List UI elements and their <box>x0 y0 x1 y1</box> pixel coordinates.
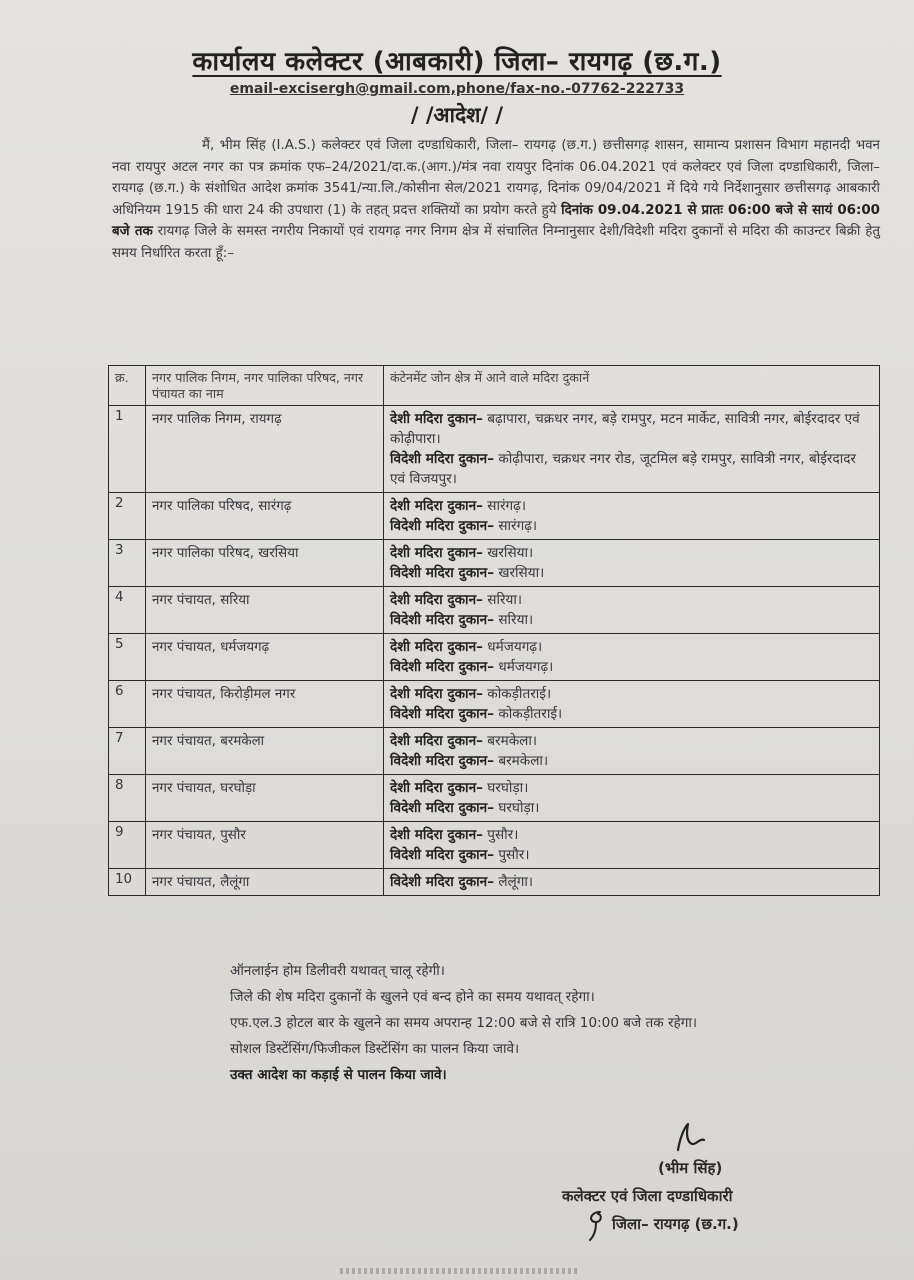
row-body-name: नगर पालिका परिषद, खरसिया <box>146 540 384 587</box>
signatory-district: जिला– रायगढ़ (छ.ग.) <box>612 1215 739 1233</box>
desi-shop-label: देशी मदिरा दुकान– <box>390 733 483 749</box>
header-shops: कंटेनमेंट जोन क्षेत्र में आने वाले मदिरा दुकानें <box>384 366 880 406</box>
row-body-name: नगर पंचायत, सरिया <box>146 587 384 634</box>
videshi-shop-label: विदेशी मदिरा दुकान– <box>390 753 494 769</box>
videshi-shop-line <box>390 872 873 892</box>
note-strict-compliance: उक्त आदेश का कड़ाई से पालन किया जावे। <box>230 1067 447 1083</box>
videshi-shop-line <box>390 704 873 724</box>
videshi-shop-locations: धर्मजयगढ़। <box>498 659 554 675</box>
row-shops <box>384 681 880 728</box>
desi-shop-line <box>390 731 873 751</box>
table-row <box>109 587 880 634</box>
desi-shop-line <box>390 543 873 563</box>
row-shops <box>384 869 880 896</box>
desi-shop-line <box>390 825 873 845</box>
desi-shop-locations: कोकड़ीतराई। <box>487 686 552 702</box>
videshi-shop-line <box>390 449 873 489</box>
row-shops <box>384 493 880 540</box>
desi-shop-locations: घरघोड़ा। <box>487 780 529 796</box>
videshi-shop-locations: लैलूंगा। <box>498 874 534 890</box>
signature-scribble-icon <box>670 1120 710 1158</box>
intro-text-1: मैं, भीम सिंह (I.A.S.) कलेक्टर एवं जिला दण्डाधिकारी, जिला– रायगढ़ (छ.ग.) छत्तीसगढ़ शासन, सामान्य प्रशासन विभाग महानदी भवन नवा रायपुर अटल नगर का पत्र क्रमांक एफ–24/2021/दा.क.(आग.)/मंत्र नवा रायपुर दिनांक 06.04.2021 एवं कलेक्टर एवं जिला दण्डाधिकारी, जिला– रायगढ़ (छ.ग.) के संशोधित आदेश क्रमांक 3541/न्या.लि./कोसीना सेल/2021 रायगढ़, दिनांक 09/04/2021 में दिये गये निर्देशानुसार छत्तीसगढ़ आबकारी अधिनियम 1915 की धारा 24 की उपधारा (1) के तहत् प्रदत्त शक्तियों का प्रयोग करते हुये <box>112 138 880 218</box>
row-serial: 3 <box>109 540 146 587</box>
row-serial: 1 <box>109 406 146 493</box>
row-body-name: नगर पंचायत, बरमकेला <box>146 728 384 775</box>
intro-time-window: दिनांक 09.04.2021 से प्रातः 06:00 बजे से सायं 06:00 बजे तक <box>112 202 880 240</box>
row-shops <box>384 634 880 681</box>
desi-shop-label: देशी मदिरा दुकान– <box>390 592 483 608</box>
desi-shop-line <box>390 684 873 704</box>
videshi-shop-line <box>390 751 873 771</box>
row-body-name: नगर पालिका परिषद, सारंगढ़ <box>146 493 384 540</box>
desi-shop-line <box>390 409 873 449</box>
videshi-shop-label: विदेशी मदिरा दुकान– <box>390 451 494 467</box>
table-row <box>109 540 880 587</box>
row-shops <box>384 540 880 587</box>
desi-shop-label: देशी मदिरा दुकान– <box>390 498 483 514</box>
row-serial: 2 <box>109 493 146 540</box>
note-other-shops: जिले की शेष मदिरा दुकानों के खुलने एवं बन्द होने का समय यथावत् रहेगा। <box>230 989 595 1005</box>
intro-paragraph <box>112 135 880 265</box>
desi-shop-locations: बरमकेला। <box>487 733 538 749</box>
header-body-name: नगर पालिक निगम, नगर पालिका परिषद, नगर पंचायत का नाम <box>146 366 384 406</box>
row-serial: 9 <box>109 822 146 869</box>
desi-shop-label: देशी मदिरा दुकान– <box>390 639 483 655</box>
row-body-name: नगर पंचायत, लैलूंगा <box>146 869 384 896</box>
header-serial: क्र. <box>109 366 146 406</box>
desi-shop-line <box>390 590 873 610</box>
videshi-shop-locations: पुसौर। <box>498 847 530 863</box>
desi-shop-label: देशी मदिरा दुकान– <box>390 545 483 561</box>
table-row <box>109 822 880 869</box>
desi-shop-locations: पुसौर। <box>487 827 519 843</box>
note-distancing: सोशल डिस्टेंसिंग/फिजीकल डिस्टेंसिंग का पालन किया जावे। <box>230 1041 520 1057</box>
row-shops <box>384 775 880 822</box>
videshi-shop-label: विदेशी मदिरा दुकान– <box>390 612 494 628</box>
table-row <box>109 406 880 493</box>
videshi-shop-locations: सारंगढ़। <box>498 518 538 534</box>
footer-smudge <box>340 1268 580 1274</box>
videshi-shop-locations: खरसिया। <box>498 565 545 581</box>
note-fl3-bar: एफ.एल.3 होटल बार के खुलने का समय अपरान्ह 12:00 बजे से रात्रि 10:00 बजे तक रहेगा। <box>230 1015 698 1031</box>
videshi-shop-label: विदेशी मदिरा दुकान– <box>390 659 494 675</box>
desi-shop-label: देशी मदिरा दुकान– <box>390 411 483 427</box>
initials-mark-icon <box>582 1206 610 1242</box>
desi-shop-line <box>390 637 873 657</box>
videshi-shop-line <box>390 563 873 583</box>
desi-shop-locations: सरिया। <box>487 592 523 608</box>
videshi-shop-label: विदेशी मदिरा दुकान– <box>390 800 494 816</box>
row-shops <box>384 587 880 634</box>
videshi-shop-label: विदेशी मदिरा दुकान– <box>390 565 494 581</box>
videshi-shop-line <box>390 610 873 630</box>
videshi-shop-locations: सरिया। <box>498 612 534 628</box>
videshi-shop-locations: घरघोड़ा। <box>498 800 540 816</box>
videshi-shop-locations: कोढ़ीपारा, चक्रधर नगर रोड, जूटमिल बड़े रामपुर, सावित्री नगर, बोईरदादर एवं विजयपुर। <box>390 451 856 487</box>
table-row <box>109 775 880 822</box>
row-body-name: नगर पंचायत, धर्मजयगढ़ <box>146 634 384 681</box>
row-serial: 6 <box>109 681 146 728</box>
videshi-shop-label: विदेशी मदिरा दुकान– <box>390 706 494 722</box>
table-row <box>109 634 880 681</box>
signatory-name: (भीम सिंह) <box>658 1159 723 1177</box>
desi-shop-locations: खरसिया। <box>487 545 534 561</box>
desi-shop-label: देशी मदिरा दुकान– <box>390 686 483 702</box>
row-body-name: नगर पालिक निगम, रायगढ़ <box>146 406 384 493</box>
table-row <box>109 681 880 728</box>
intro-text-2: रायगढ़ जिले के समस्त नगरीय निकायों एवं रायगढ़ नगर निगम क्षेत्र में संचालित निम्नानुसार देशी/विदेशी मदिरा दुकानों से मदिरा की काउन्टर बिक्री हेतु समय निर्धारित करता हूँ:– <box>112 224 880 261</box>
row-shops <box>384 406 880 493</box>
contact-line: email-excisergh@gmail.com,phone/fax-no.-07762-222733 <box>229 81 685 97</box>
videshi-shop-label: विदेशी मदिरा दुकान– <box>390 847 494 863</box>
row-serial: 5 <box>109 634 146 681</box>
signatory-designation: कलेक्टर एवं जिला दण्डाधिकारी <box>562 1187 733 1205</box>
desi-shop-line <box>390 496 873 516</box>
order-notes <box>112 960 880 1090</box>
row-body-name: नगर पंचायत, घरघोड़ा <box>146 775 384 822</box>
office-title: कार्यालय कलेक्टर (आबकारी) जिला– रायगढ़ (छ.ग.) <box>192 47 722 77</box>
row-shops <box>384 728 880 775</box>
videshi-shop-label: विदेशी मदिरा दुकान– <box>390 518 494 534</box>
desi-shop-label: देशी मदिरा दुकान– <box>390 780 483 796</box>
videshi-shop-line <box>390 845 873 865</box>
row-serial: 4 <box>109 587 146 634</box>
desi-shop-locations: सारंगढ़। <box>487 498 526 514</box>
videshi-shop-label: विदेशी मदिरा दुकान– <box>390 874 494 890</box>
table-row <box>109 728 880 775</box>
desi-shop-locations: बढ़ापारा, चक्रधर नगर, बड़े रामपुर, मटन मार्केट, सावित्री नगर, बोईरदादर एवं कोढ़ीपारा। <box>390 411 860 447</box>
row-shops <box>384 822 880 869</box>
table-row <box>109 869 880 896</box>
row-body-name: नगर पंचायत, किरोड़ीमल नगर <box>146 681 384 728</box>
table-header-row <box>109 366 880 406</box>
row-body-name: नगर पंचायत, पुसौर <box>146 822 384 869</box>
row-serial: 7 <box>109 728 146 775</box>
row-serial: 8 <box>109 775 146 822</box>
videshi-shop-line <box>390 798 873 818</box>
row-serial: 10 <box>109 869 146 896</box>
liquor-shop-table <box>108 365 880 896</box>
videshi-shop-locations: कोकड़ीतराई। <box>498 706 563 722</box>
videshi-shop-line <box>390 657 873 677</box>
table-row <box>109 493 880 540</box>
order-heading: / /आदेश/ / <box>410 103 504 127</box>
desi-shop-line <box>390 778 873 798</box>
note-home-delivery: ऑनलाईन होम डिलीवरी यथावत् चालू रहेगी। <box>230 963 445 979</box>
desi-shop-label: देशी मदिरा दुकान– <box>390 827 483 843</box>
videshi-shop-locations: बरमकेला। <box>498 753 549 769</box>
desi-shop-locations: धर्मजयगढ़। <box>487 639 543 655</box>
videshi-shop-line <box>390 516 873 536</box>
